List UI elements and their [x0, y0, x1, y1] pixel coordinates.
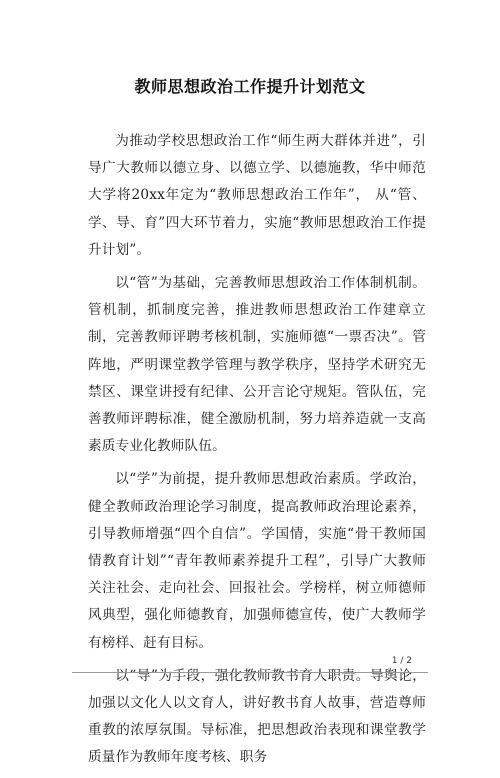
document-body	[88, 128, 426, 778]
paragraph-intro: 为推动学校思想政治工作“师生两大群体并进”，引导广大教师以德立身、以德立学、以德施教，华中师范大学将20xx年定为“教师思想政治工作年”， 从“管、学、导、育”四大环节着力，实施“教师思想政治工作提升计划”。	[88, 133, 426, 258]
document-title: 教师思想政治工作提升计划范文	[134, 77, 366, 96]
footer-divider	[72, 672, 428, 673]
paragraph-study: 以“学”为前提，提升教师思想政治素质。学政治，健全教师政治理论学习制度，提高教师政治理论素养，引导教师增强“四个自信”。学国情，实施“骨干教师国情教育计划”“青年教师素养提升工程”，引导广大教师关注社会、走向社会、回报社会。学榜样，树立师德师风典型，强化师德教育，加强师德宣传，使广大教师学有榜样、赶有目标。	[88, 471, 426, 651]
paragraph-guide: 以“导”为手段，强化教师教书育人职责。导舆论，加强以文化人以文育人，讲好教书育人故事，营造尊师重教的浓厚氛围。导标准，把思想政治表现和课堂教学质量作为教师年度考核、职务	[88, 667, 426, 766]
page-number: 1 / 2	[391, 656, 412, 666]
paragraph-manage: 以“管”为基础，完善教师思想政治工作体制机制。管机制，抓制度完善，推进教师思想政治工作建章立制，完善教师评聘考核机制，实施师德“一票否决”。管阵地，严明课堂教学管理与教学秩序，坚持学术研究无禁区、课堂讲授有纪律、公开言论守规矩。管队伍，完善教师评聘标准，健全激励机制，努力培养造就一支高素质专业化教师队伍。	[88, 275, 426, 455]
